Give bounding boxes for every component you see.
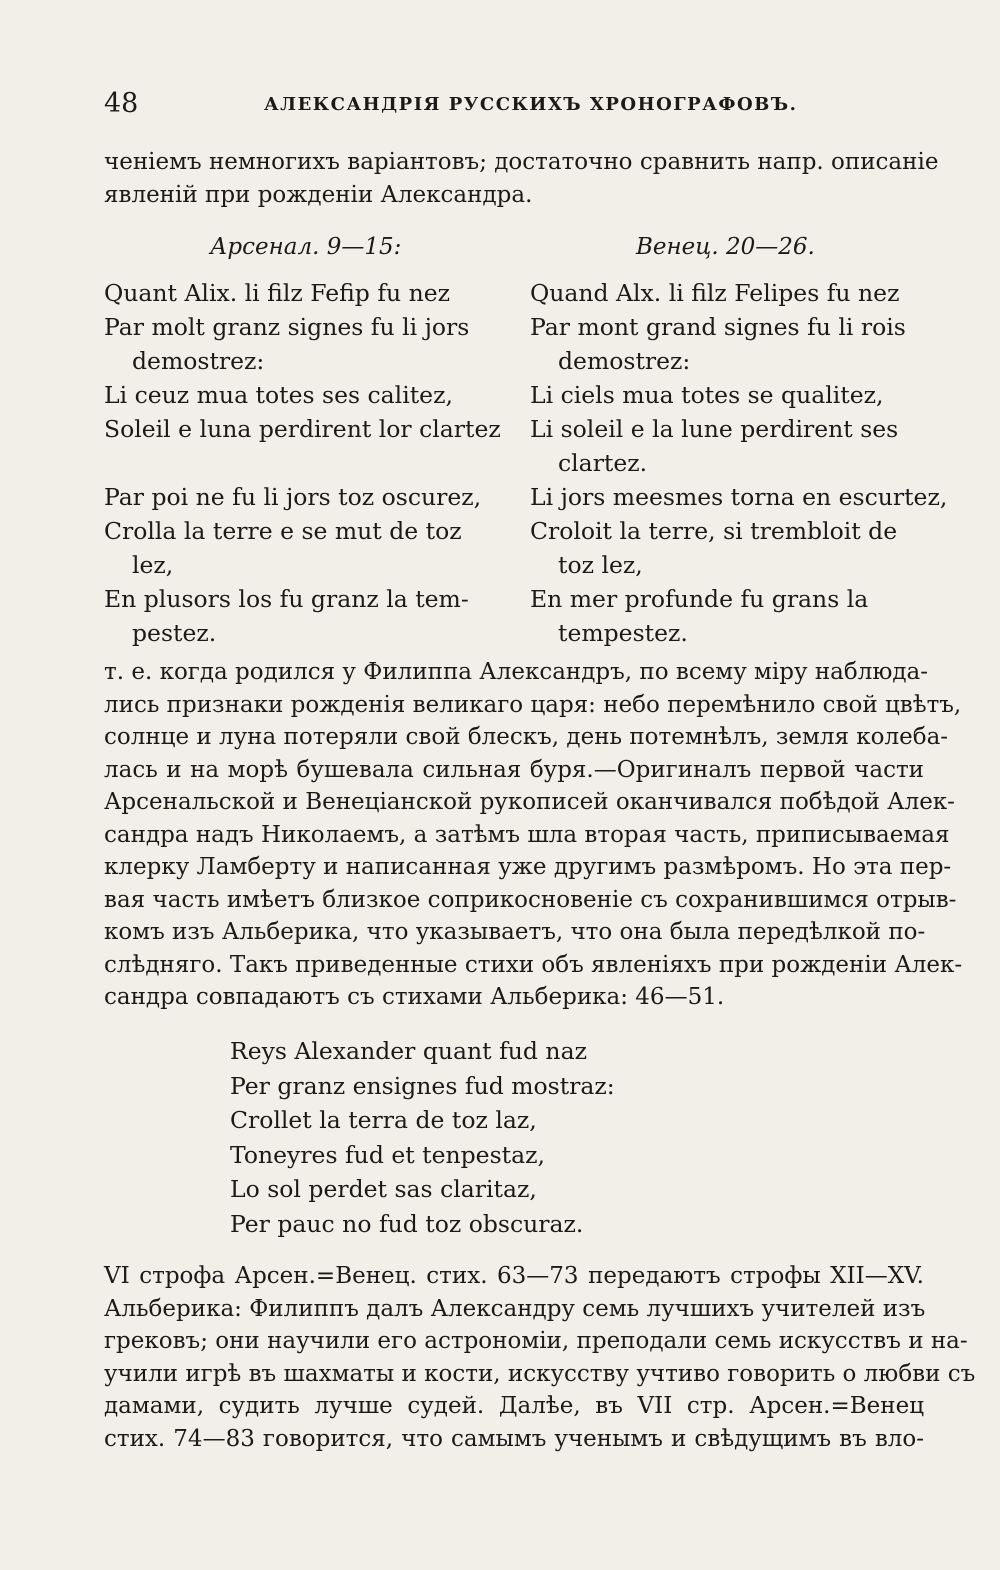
text-line: лась и на морѣ бушевала сильная буря.—Оригиналъ первой части xyxy=(104,756,924,783)
verse-line: Quant Alix. li filz Fefip fu nez xyxy=(104,279,451,307)
verse-line: Soleil e luna perdirent lor clartez xyxy=(104,415,501,443)
text-line: стих. 74—83 говорится, что самымъ ученымъ и свѣдущимъ въ вло- xyxy=(104,1425,924,1452)
text-line: сандра совпадаютъ съ стихами Альберика: 46—51. xyxy=(104,984,725,1010)
alberic-quote xyxy=(230,1034,615,1241)
quote-line: Per granz ensignes fud mostraz: xyxy=(230,1071,615,1100)
verse-line: clartez. xyxy=(558,449,648,477)
verse-line xyxy=(104,446,501,480)
text-line: лись признаки рожденія великаго царя: небо перемѣнило свой цвѣтъ, xyxy=(104,691,962,718)
quote-line: Toneyres fud et tenpestaz, xyxy=(230,1140,545,1169)
verse-line: Par poi ne fu li jors toz oscurez, xyxy=(104,483,482,511)
verse-line: pestez. xyxy=(132,619,217,647)
verse-line: Croloit la terre, si trembloit de xyxy=(530,517,898,545)
text-line: учили игрѣ въ шахматы и кости, искусству учтиво говорить о любви съ xyxy=(104,1360,976,1387)
running-title: АЛЕКСАНДРІЯ РУССКИХЪ ХРОНОГРАФОВЪ. xyxy=(264,94,798,115)
text-line: слѣдняго. Такъ приведенные стихи объ явленіяхъ при рожденіи Алек- xyxy=(104,951,963,978)
verse-line: Par mont grand signes fu li rois xyxy=(530,313,906,341)
verse-line: Li jors meesmes torna en escurtez, xyxy=(530,483,948,511)
text-line: Арсенальской и Венеціанской рукописей оканчивался побѣдой Алек- xyxy=(104,789,955,815)
intro-paragraph xyxy=(104,146,939,211)
page-number: 48 xyxy=(104,88,139,119)
verse-line: En plusors los fu granz la tem- xyxy=(104,585,469,613)
text-line: солнце и луна потеряли свой блескъ, день потемнѣлъ, земля колеба- xyxy=(104,724,949,750)
quote-line: Reys Alexander quant fud naz xyxy=(230,1037,587,1065)
verse-line: lez, xyxy=(132,551,174,579)
verse-line: demostrez: xyxy=(132,347,265,375)
text-line: комъ изъ Альберика, что указываетъ, что она была передѣлкой по- xyxy=(104,919,926,945)
text-line: дамами, судить лучше судей. Далѣе, въ VII стр. Арсен.=Венец xyxy=(104,1393,924,1419)
text-line: вая часть имѣетъ близкое соприкосновеніе съ сохранившимся отрыв- xyxy=(104,886,957,913)
left-verse-column xyxy=(104,276,501,650)
verse-line: En mer profunde fu grans la xyxy=(530,585,869,613)
verse-line: Li ceuz mua totes ses calitez, xyxy=(104,381,453,409)
text-line: Альберика: Филиппъ далъ Александру семь лучшихъ учителей изъ xyxy=(104,1295,926,1322)
text-line: т. е. когда родился у Филиппа Александръ, по всему міру наблюда- xyxy=(104,659,929,685)
verse-line: Li soleil e la lune perdirent ses xyxy=(530,415,899,443)
verse-line: toz lez, xyxy=(558,551,643,579)
text-line: клерку Ламберту и написанная уже другимъ размѣромъ. Но эта пер- xyxy=(104,854,952,880)
page-header xyxy=(104,88,924,128)
verse-line: Li ciels mua totes se qualitez, xyxy=(530,381,884,409)
text-line: ченіемъ немногихъ варіантовъ; достаточно сравнить напр. описаніе xyxy=(104,149,939,175)
closing-paragraph xyxy=(104,1260,976,1455)
verse-line: Quand Alx. li filz Felipes fu nez xyxy=(530,279,900,307)
text-line: VI строфа Арсен.=Венец. стих. 63—73 передаютъ строфы XII—XV. xyxy=(104,1263,924,1289)
text-line: сандра надъ Николаемъ, а затѣмъ шла вторая часть, приписываемая xyxy=(104,821,950,848)
text-line: явленій при рожденіи Александра. xyxy=(104,181,533,208)
text-line: грековъ; они научили его астрономіи, преподали семь искусствъ и на- xyxy=(104,1328,968,1354)
quote-line: Per pauc no fud toz obscuraz. xyxy=(230,1209,584,1238)
verse-line: demostrez: xyxy=(558,347,691,375)
left-column-heading: Арсенал. 9—15: xyxy=(210,234,402,260)
right-verse-column xyxy=(530,276,947,650)
quote-line: Crollet la terra de toz laz, xyxy=(230,1106,537,1134)
quote-line: Lo sol perdet sas claritaz, xyxy=(230,1175,537,1203)
verse-line: Crolla la terre e se mut de toz xyxy=(104,517,462,545)
right-column-heading: Венец. 20—26. xyxy=(636,234,815,260)
body-paragraph xyxy=(104,656,963,1014)
verse-line: tempestez. xyxy=(558,619,688,647)
verse-line: Par molt granz signes fu li jors xyxy=(104,313,470,341)
